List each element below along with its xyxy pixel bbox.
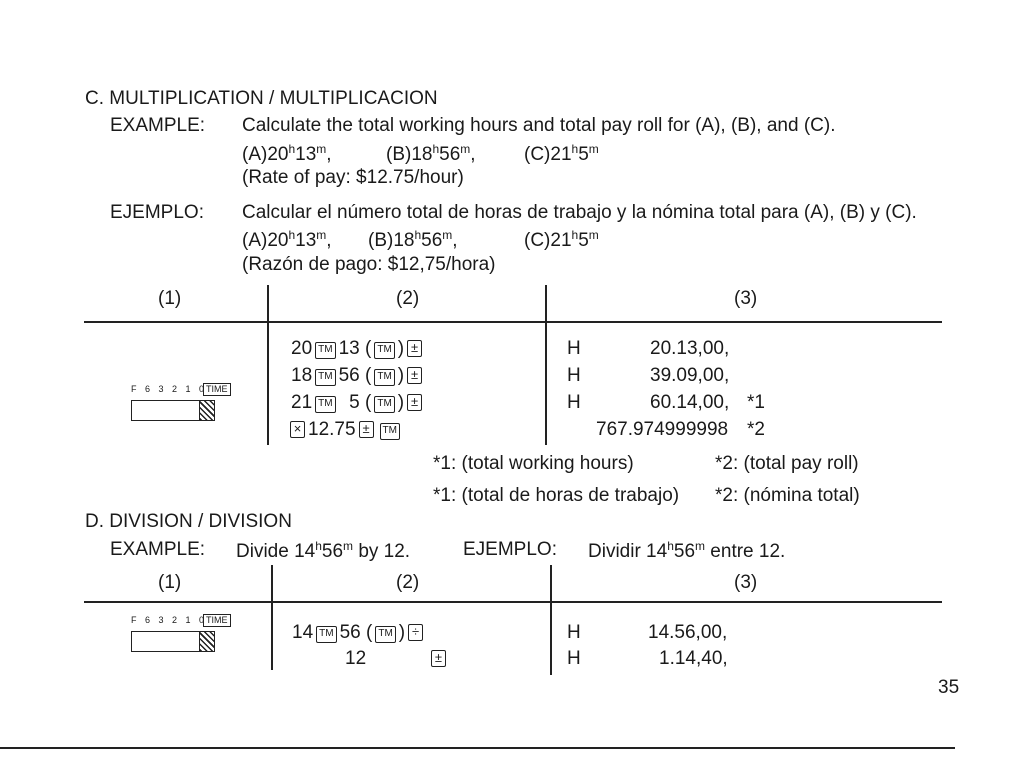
plus-minus-key-icon: ± xyxy=(407,394,422,411)
section-c-heading: C. MULTIPLICATION / MULTIPLICACION xyxy=(85,88,438,109)
division-key-row-2: 12 xyxy=(345,648,367,669)
divide-key-icon: ÷ xyxy=(408,624,423,641)
division-example-text: Divide 14$^h$56$^m$ by 12. xyxy=(236,539,411,562)
table-c-divider-2 xyxy=(545,285,547,445)
time-mode-indicator: TIME xyxy=(203,383,231,396)
result-value: 1.14,40, xyxy=(659,648,728,669)
key-row-4: × 12.75 ± TM xyxy=(290,419,403,441)
footnote-1-en: *1: (total working hours) xyxy=(433,453,634,474)
tm-key-icon: TM xyxy=(316,626,336,643)
tm-key-icon: TM xyxy=(315,342,335,359)
ejemplo-label: EJEMPLO: xyxy=(110,202,204,223)
result-note: *1 xyxy=(747,392,765,413)
plus-minus-key-icon: ± xyxy=(407,367,422,384)
footer-rule xyxy=(0,747,955,749)
tm-key-icon: TM xyxy=(315,396,335,413)
time-mode-indicator: TIME xyxy=(203,614,231,627)
footnote-2-en: *2: (total pay roll) xyxy=(715,453,859,474)
key-row-2: 18 TM 56 ( TM ) ± xyxy=(291,365,425,387)
ejemplo-label: EJEMPLO: xyxy=(463,539,557,560)
result-flag: H xyxy=(567,392,581,413)
tm-key-icon: TM xyxy=(315,369,335,386)
result-value: 14.56,00, xyxy=(648,622,728,643)
result-value: 60.14,00, xyxy=(650,392,730,413)
section-d-heading: D. DIVISION / DIVISION xyxy=(85,511,292,532)
result-flag: H xyxy=(567,338,581,359)
table-c-divider-1 xyxy=(267,285,269,445)
result-flag: H xyxy=(567,365,581,386)
time-c-en: (C)21$^h$5$^m$ xyxy=(524,142,599,165)
times-line-en: (A)20$^h$13$^m$, xyxy=(242,142,332,165)
division-ejemplo-text: Dividir 14$^h$56$^m$ entre 12. xyxy=(588,539,786,562)
result-value: 20.13,00, xyxy=(650,338,730,359)
result-flag: H xyxy=(567,622,581,643)
tm-key-icon: TM xyxy=(374,342,394,359)
footnote-2-es: *2: (nómina total) xyxy=(715,485,860,506)
ejemplo-text: Calcular el número total de horas de trabajo y la nómina total para (A), (B) y (C). xyxy=(242,202,917,223)
tm-key-icon: TM xyxy=(380,423,400,440)
col2-header: (2) xyxy=(396,288,420,309)
result-value: 767.974999998 xyxy=(596,419,729,440)
key-row-3: 21 TM 5 ( TM ) ± xyxy=(291,392,425,414)
key-row-1: 20 TM 13 ( TM ) ± xyxy=(291,338,425,360)
col2-header: (2) xyxy=(396,572,420,593)
plus-minus-key-icon: ± xyxy=(407,340,422,357)
decimal-selector-label: F 6 3 2 1 0 xyxy=(131,615,208,625)
col1-header: (1) xyxy=(158,572,182,593)
col1-header: (1) xyxy=(158,288,182,309)
decimal-selector-label: F 6 3 2 1 0 xyxy=(131,384,208,394)
time-b-es: (B)18$^h$56$^m$, xyxy=(368,228,458,251)
tm-key-icon: TM xyxy=(375,626,395,643)
col3-header: (3) xyxy=(734,572,758,593)
division-key-row-1: 14 TM 56 ( TM ) ÷ xyxy=(292,622,426,644)
example-label: EXAMPLE: xyxy=(110,539,206,560)
result-note: *2 xyxy=(747,419,765,440)
table-d-divider-1 xyxy=(271,565,273,670)
table-d-rule xyxy=(84,601,942,603)
multiply-key-icon: × xyxy=(290,421,305,438)
example-label: EXAMPLE: xyxy=(110,115,206,136)
tm-key-icon: TM xyxy=(374,369,394,386)
plus-minus-key-icon: ± xyxy=(359,421,374,438)
page-number: 35 xyxy=(938,677,960,698)
tm-key-icon: TM xyxy=(374,396,394,413)
table-c-rule xyxy=(84,321,942,323)
result-flag: H xyxy=(567,648,581,669)
time-c-es: (C)21$^h$5$^m$ xyxy=(524,228,599,251)
plus-minus-key-icon: ± xyxy=(428,648,449,670)
time-b-en: (B)18$^h$56$^m$, xyxy=(386,142,476,165)
time-a-es: (A)20$^h$13$^m$, xyxy=(242,228,332,251)
col3-header: (3) xyxy=(734,288,758,309)
result-value: 39.09,00, xyxy=(650,365,730,386)
table-d-divider-2 xyxy=(550,565,552,675)
rate-en: (Rate of pay: $12.75/hour) xyxy=(242,167,464,188)
rate-es: (Razón de pago: $12,75/hora) xyxy=(242,254,496,275)
example-text: Calculate the total working hours and total pay roll for (A), (B), and (C). xyxy=(242,115,836,136)
footnote-1-es: *1: (total de horas de trabajo) xyxy=(433,485,680,506)
